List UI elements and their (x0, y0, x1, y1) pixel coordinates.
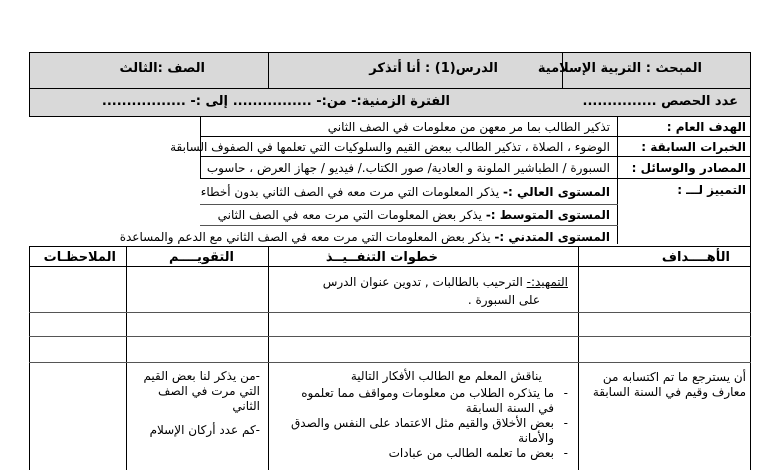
general-goal-value: تذكير الطالب بما مر معهن من معلومات في الصف الثاني (327, 120, 610, 134)
level-low-label: المستوى المتدني :- (494, 230, 610, 244)
steps-intro: يناقش المعلم مع الطالب الأفكار التالية (350, 369, 542, 383)
intro-label: التمهيد:- (526, 275, 568, 289)
level-high-label: المستوى العالي :- (503, 185, 610, 199)
intro-text-2: على السبورة . (467, 293, 540, 307)
prior-experience-label: الخبرات السابقة : (641, 140, 746, 154)
periods-label: عدد الحصص ............... (582, 94, 738, 109)
level-low (120, 230, 610, 244)
list-item: - بعض الأخلاق والقيم مثل الاعتماد على النفس والصدق والأمانة (287, 416, 572, 446)
col-header-steps: خطوات التنفــيــذ (325, 250, 438, 265)
col-header-notes: الملاحظـات (43, 250, 116, 265)
resources-label: المصادر والوسائل : (631, 161, 746, 175)
evaluation-item-2: -كم عدد أركان الإسلام (149, 423, 260, 437)
evaluation-item-1: -من يذكر لنا بعض القيم التي مرت في الصف الثاني (143, 369, 260, 413)
resources-value: السبورة / الطباشير الملونة و العادية/ صور الكتاب./ فيديو / جهاز العرض ، حاسوب (206, 161, 610, 175)
level-high-text: يذكر المعلومات التي مرت معه في الصف الثاني بدون أخطاء (200, 185, 500, 199)
level-medium (218, 208, 610, 222)
list-item: - ما يتذكره الطلاب من معلومات ومواقف مما تعلموه في السنة السابقة (287, 386, 572, 416)
level-medium-label: المستوى المتوسط :- (485, 208, 610, 222)
steps-list (287, 386, 572, 461)
level-medium-text: يذكر بعض المعلومات التي مرت معه في الصف الثاني (217, 208, 482, 222)
prior-experience-value: الوضوء ، الصلاة ، تذكير الطالب ببعض القيم والسلوكيات التي تعلمها في الصفوف السابقة (170, 140, 610, 154)
list-item: - بعض ما تعلمه الطالب من عبادات (287, 446, 572, 461)
level-high (201, 185, 610, 199)
objective-text: أن يسترجع ما تم اكتسابه من معارف وقيم في السنة السابقة (592, 370, 746, 399)
lesson-label: الدرس(1) : أنا أتذكر (369, 61, 498, 76)
intro-line (323, 275, 568, 289)
grade-label: الصف :الثالث (119, 61, 205, 76)
subject-label: المبحث : التربية الإسلامية (537, 61, 702, 76)
general-goal-label: الهدف العام : (666, 120, 746, 134)
col-header-objectives: الأهــــداف (661, 250, 730, 265)
differentiation-label: التمييز لـــ : (677, 183, 746, 197)
time-period-label: الفترة الزمنية:- من:- ................ (232, 94, 450, 109)
to-label: إلى :- ................. (101, 94, 228, 109)
level-low-text: يذكر بعض المعلومات التي مرت معه في الصف الثاني مع الدعم والمساعدة (119, 230, 491, 244)
intro-text: الترحيب بالطالبات , تدوين عنوان الدرس (322, 275, 523, 289)
col-header-evaluation: التقويــــم (169, 250, 234, 265)
